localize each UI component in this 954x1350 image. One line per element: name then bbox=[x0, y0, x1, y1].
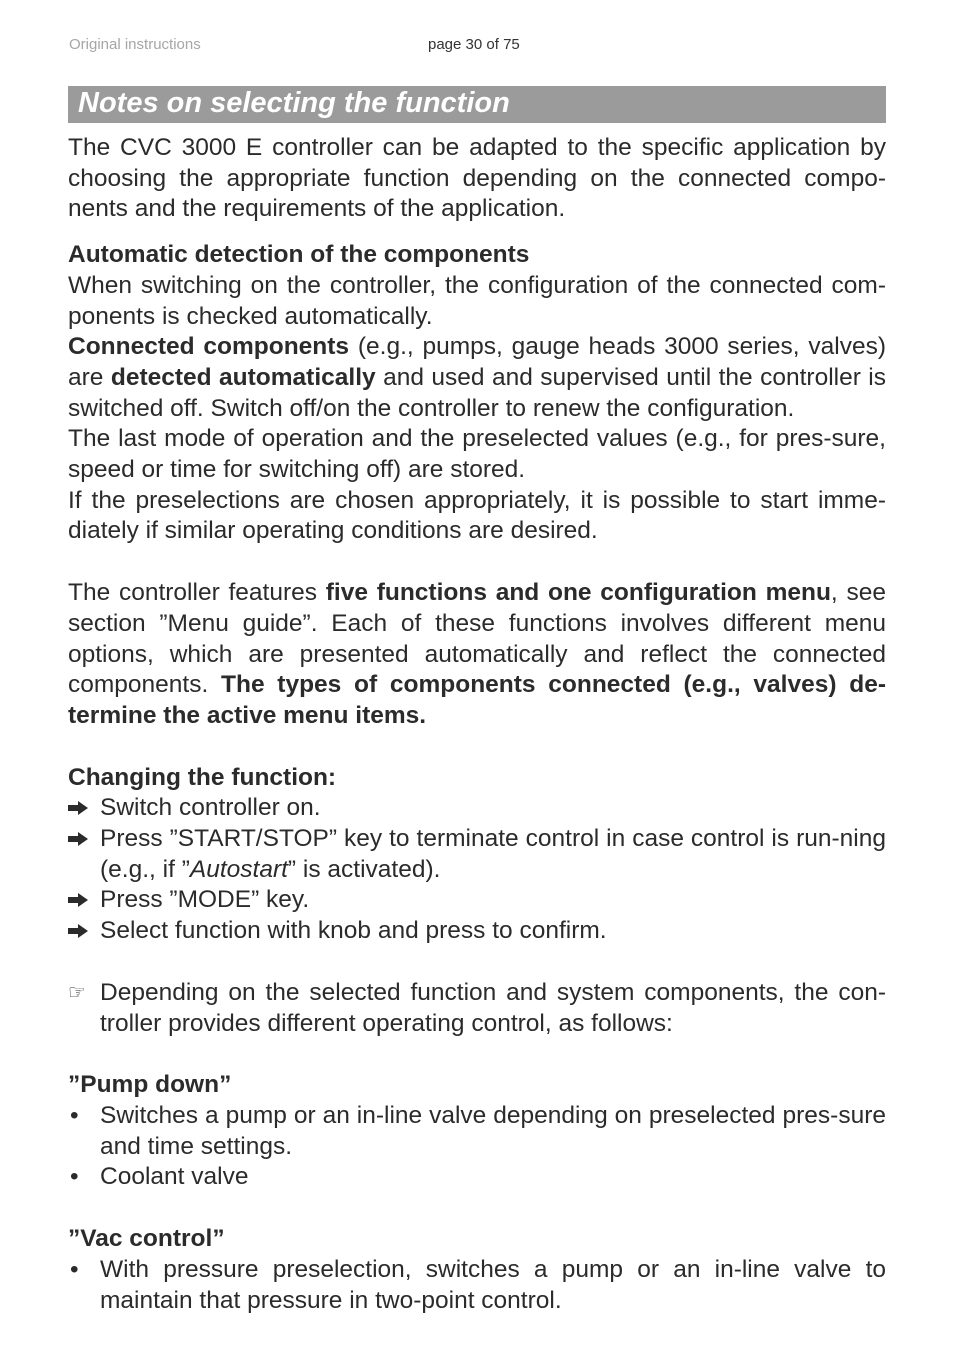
list-item-text: With pressure preselection, switches a pump or an in-line valve to maintain that pressure in two-point control. bbox=[100, 1255, 886, 1314]
list-item-text: Switches a pump or an in-line valve depending on preselected pres-sure and time settings. bbox=[100, 1101, 886, 1160]
autostart-italic: Autostart bbox=[189, 855, 288, 883]
detected-automatically-bold: detected automatically bbox=[110, 363, 376, 391]
auto-detect-paragraph-2: Connected components (e.g., pumps, gauge heads 3000 series, valves) are detected automatically and used and supervised until the controller is switched off. Switch off/on the controller to renew the configuration. bbox=[68, 333, 887, 422]
connected-components-bold: Connected components bbox=[68, 333, 350, 361]
arrow-right-icon bbox=[68, 824, 90, 854]
note-item bbox=[68, 978, 886, 1039]
page-number: page 30 of 75 bbox=[428, 36, 520, 53]
list-item bbox=[68, 1255, 886, 1316]
step-item bbox=[68, 916, 886, 947]
auto-detect-heading: Automatic detection of the components bbox=[68, 241, 530, 269]
component-types-bold: The types of components connected (e.g., valves) de-termine the active menu items. bbox=[68, 671, 886, 729]
step-text: Press ”MODE” key. bbox=[100, 886, 310, 914]
list-item bbox=[68, 1162, 886, 1193]
auto-detect-paragraph-1: When switching on the controller, the configuration of the connected com-ponents is checked automatically. bbox=[68, 271, 886, 330]
arrow-right-icon bbox=[68, 916, 90, 946]
arrow-right-icon bbox=[68, 885, 90, 915]
section-title-bar bbox=[68, 86, 886, 123]
features-paragraph: The controller features five functions and one configuration menu, see section ”Menu guide”. Each of these functions involves different menu options, which are presented automatically and reflect the connected components. The types of components connected (e.g., valves) de-termine the active menu items. bbox=[68, 579, 886, 729]
arrow-right-icon bbox=[68, 793, 90, 823]
pump-down-heading: ”Pump down” bbox=[68, 1071, 232, 1099]
auto-detect-paragraph-3: The last mode of operation and the preselected values (e.g., for pres-sure, speed or time for switching off) are stored. bbox=[68, 425, 886, 484]
pointing-hand-icon: ☞ bbox=[68, 981, 86, 1004]
step-text: Select function with knob and press to confirm. bbox=[100, 917, 607, 945]
changing-function-heading: Changing the function: bbox=[68, 763, 337, 791]
list-item-text: Coolant valve bbox=[100, 1163, 249, 1191]
step-text: Switch controller on. bbox=[100, 794, 321, 822]
intro-paragraph: The CVC 3000 E controller can be adapted to the specific application by choosing the appropriate function depending on the connected compo-nents and the requirements of the application. bbox=[68, 134, 886, 223]
step-item bbox=[68, 824, 886, 885]
document-label: Original instructions bbox=[69, 36, 201, 53]
bullet-icon: • bbox=[70, 1255, 79, 1283]
bullet-icon: • bbox=[70, 1163, 79, 1191]
note-text: Depending on the selected function and system components, the con-troller provides different operating control, as follows: bbox=[100, 978, 886, 1037]
step-item bbox=[68, 885, 886, 916]
auto-detect-paragraph-4: If the preselections are chosen appropriately, it is possible to start imme-diately if similar operating conditions are desired. bbox=[68, 486, 886, 545]
five-functions-bold: five functions and one configuration menu bbox=[325, 579, 831, 607]
list-item bbox=[68, 1101, 886, 1162]
section-title: Notes on selecting the function bbox=[78, 87, 510, 119]
vac-control-heading: ”Vac control” bbox=[68, 1225, 225, 1253]
step-item bbox=[68, 793, 886, 824]
step-text: Press ”START/STOP” key to terminate control in case control is run-ning (e.g., if ”Autostart” is activated). bbox=[100, 825, 886, 883]
bullet-icon: • bbox=[70, 1101, 79, 1129]
page-content bbox=[68, 133, 886, 1316]
